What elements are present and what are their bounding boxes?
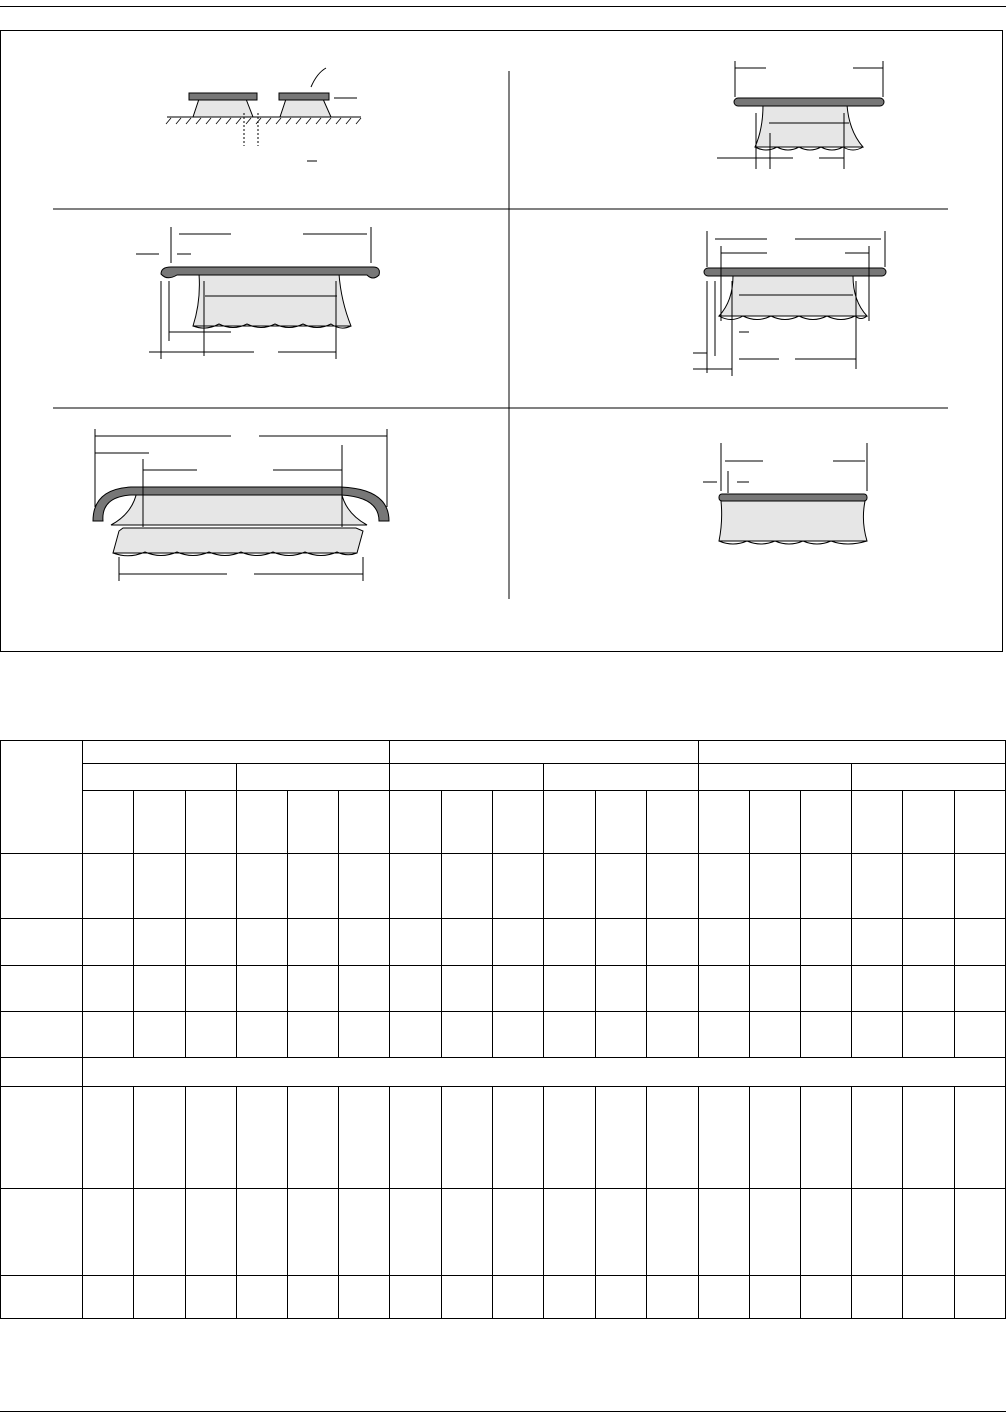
dimension-grid	[0, 740, 1006, 1319]
table-row-label	[1, 1189, 83, 1276]
table-cell	[852, 854, 903, 919]
dimension-table	[0, 740, 1006, 1323]
table-column-header	[390, 791, 441, 854]
table-cell	[749, 966, 800, 1012]
table-row	[1, 919, 1006, 966]
table-cell	[185, 1276, 236, 1319]
table-cell	[749, 1276, 800, 1319]
table-cell	[441, 854, 492, 919]
table-cell	[698, 919, 749, 966]
table-row	[1, 1276, 1006, 1319]
table-cell	[749, 1189, 800, 1276]
table-cell	[596, 1276, 647, 1319]
table-column-header	[441, 791, 492, 854]
table-cell	[596, 1087, 647, 1189]
table-cell	[544, 854, 596, 919]
table-cell	[288, 966, 339, 1012]
table-cell	[83, 1012, 134, 1058]
table-cell	[749, 854, 800, 919]
table-row-label	[1, 966, 83, 1012]
table-cell	[954, 854, 1005, 919]
table-cell	[288, 1276, 339, 1319]
table-cell	[185, 1087, 236, 1189]
table-cell	[185, 919, 236, 966]
table-subgroup-header	[698, 764, 852, 791]
table-cell	[647, 1276, 698, 1319]
table-row	[1, 1012, 1006, 1058]
table-column-header	[801, 791, 852, 854]
table-column-header	[596, 791, 647, 854]
table-cell	[185, 1012, 236, 1058]
table-row-label	[1, 1012, 83, 1058]
table-column-header	[749, 791, 800, 854]
table-cell	[83, 1189, 134, 1276]
table-column-header	[492, 791, 543, 854]
table-cell	[749, 1087, 800, 1189]
table-cell	[596, 966, 647, 1012]
table-cell	[288, 1189, 339, 1276]
table-cell	[236, 966, 287, 1012]
table-cell	[647, 966, 698, 1012]
table-row-label	[1, 919, 83, 966]
page-header-rule	[0, 6, 1006, 7]
table-cell	[698, 966, 749, 1012]
table-cell	[185, 966, 236, 1012]
table-cell	[441, 1087, 492, 1189]
table-cell	[647, 1012, 698, 1058]
table-cell	[441, 1189, 492, 1276]
table-cell	[544, 1276, 596, 1319]
table-cell	[954, 1276, 1005, 1319]
figure-frame	[0, 30, 1003, 652]
table-cell	[749, 919, 800, 966]
panel-bottom-right	[703, 443, 867, 544]
table-cell	[801, 919, 852, 966]
table-cell	[134, 854, 185, 919]
table-row	[1, 1189, 1006, 1276]
table-cell	[903, 919, 954, 966]
table-cell	[801, 966, 852, 1012]
table-cell	[852, 1189, 903, 1276]
table-cell	[698, 1087, 749, 1189]
table-cell	[339, 966, 390, 1012]
table-cell	[544, 919, 596, 966]
table-cell	[647, 854, 698, 919]
table-cell	[954, 1189, 1005, 1276]
table-column-header	[236, 791, 287, 854]
table-cell	[134, 919, 185, 966]
table-cell	[288, 1012, 339, 1058]
table-cell	[801, 1189, 852, 1276]
table-header-row-columns	[1, 791, 1006, 854]
table-cell	[441, 966, 492, 1012]
table-cell	[134, 1087, 185, 1189]
table-cell	[954, 1087, 1005, 1189]
table-cell	[134, 966, 185, 1012]
table-cell	[390, 854, 441, 919]
table-cell	[390, 1012, 441, 1058]
table-column-header	[852, 791, 903, 854]
table-cell	[339, 1087, 390, 1189]
table-cell	[492, 919, 543, 966]
table-cell	[852, 1276, 903, 1319]
table-cell	[236, 854, 287, 919]
table-cell	[83, 966, 134, 1012]
table-cell	[339, 919, 390, 966]
table-cell	[236, 919, 287, 966]
table-cell	[954, 919, 1005, 966]
table-cell	[390, 919, 441, 966]
table-cell	[134, 1012, 185, 1058]
table-row-label	[1, 854, 83, 919]
panel-top-right	[717, 61, 884, 169]
table-cell	[544, 1189, 596, 1276]
table-column-header	[288, 791, 339, 854]
table-cell	[288, 919, 339, 966]
table-subgroup-header	[236, 764, 390, 791]
table-cell	[492, 1276, 543, 1319]
table-corner-cell	[1, 741, 83, 854]
table-cell	[596, 1012, 647, 1058]
table-cell	[492, 966, 543, 1012]
panel-top-left	[166, 68, 361, 161]
table-cell	[134, 1189, 185, 1276]
table-cell	[544, 966, 596, 1012]
table-cell	[596, 854, 647, 919]
table-subgroup-header	[852, 764, 1006, 791]
table-cell	[647, 919, 698, 966]
table-cell	[698, 854, 749, 919]
table-header-row-groups	[1, 741, 1006, 764]
table-cell	[236, 1189, 287, 1276]
panel-mid-left	[136, 227, 379, 359]
table-cell	[698, 1012, 749, 1058]
table-cell	[852, 1087, 903, 1189]
table-cell	[185, 1189, 236, 1276]
table-subgroup-header	[390, 764, 544, 791]
table-row	[1, 966, 1006, 1012]
table-row	[1, 1087, 1006, 1189]
table-cell	[544, 1087, 596, 1189]
table-column-header	[339, 791, 390, 854]
table-row	[1, 854, 1006, 919]
table-group-header	[698, 741, 1005, 764]
table-cell	[441, 1276, 492, 1319]
table-cell	[698, 1189, 749, 1276]
table-cell	[852, 966, 903, 1012]
table-cell	[288, 854, 339, 919]
table-cell	[390, 1189, 441, 1276]
table-group-header	[390, 741, 698, 764]
table-cell	[647, 1087, 698, 1189]
table-cell	[544, 1012, 596, 1058]
table-cell	[236, 1012, 287, 1058]
table-cell	[852, 919, 903, 966]
table-cell	[83, 1276, 134, 1319]
table-cell	[596, 919, 647, 966]
table-cell	[83, 919, 134, 966]
table-cell	[390, 1087, 441, 1189]
table-cell	[647, 1189, 698, 1276]
table-cell	[441, 1012, 492, 1058]
table-column-header	[83, 791, 134, 854]
table-cell	[749, 1012, 800, 1058]
table-cell	[903, 1012, 954, 1058]
table-cell	[903, 854, 954, 919]
table-cell	[236, 1276, 287, 1319]
table-cell	[288, 1087, 339, 1189]
panel-mid-right	[693, 231, 886, 376]
table-cell	[236, 1087, 287, 1189]
table-cell	[954, 1012, 1005, 1058]
table-column-header	[544, 791, 596, 854]
table-cell	[492, 1189, 543, 1276]
table-cell	[801, 854, 852, 919]
table-row-label	[1, 1058, 83, 1087]
table-cell	[903, 1087, 954, 1189]
table-group-header	[83, 741, 390, 764]
table-column-header	[647, 791, 698, 854]
table-cell	[492, 1012, 543, 1058]
table-cell	[903, 1276, 954, 1319]
panel-bottom-left	[93, 429, 389, 581]
table-cell	[801, 1087, 852, 1189]
table-column-header	[903, 791, 954, 854]
table-spanning-row	[1, 1058, 1006, 1087]
table-cell	[83, 1087, 134, 1189]
table-column-header	[134, 791, 185, 854]
table-cell	[339, 854, 390, 919]
table-cell	[339, 1276, 390, 1319]
table-column-header	[185, 791, 236, 854]
table-cell	[185, 854, 236, 919]
table-cell	[339, 1189, 390, 1276]
table-cell	[698, 1276, 749, 1319]
table-cell	[339, 1012, 390, 1058]
table-cell	[390, 966, 441, 1012]
table-subgroup-header	[544, 764, 699, 791]
table-cell	[492, 1087, 543, 1189]
table-cell	[596, 1189, 647, 1276]
table-cell	[801, 1012, 852, 1058]
table-cell	[134, 1276, 185, 1319]
table-row-label	[1, 1276, 83, 1319]
table-subgroup-header	[83, 764, 237, 791]
table-cell	[954, 966, 1005, 1012]
table-cell	[492, 854, 543, 919]
table-cell	[801, 1276, 852, 1319]
figure-panels	[1, 31, 1004, 653]
table-cell	[390, 1276, 441, 1319]
page-footer-rule	[0, 1411, 1006, 1412]
table-cell	[852, 1012, 903, 1058]
table-cell	[83, 854, 134, 919]
table-column-header	[954, 791, 1005, 854]
table-column-header	[698, 791, 749, 854]
table-cell	[441, 919, 492, 966]
table-spanning-cell	[83, 1058, 1006, 1087]
table-header-row-subgroups	[1, 764, 1006, 791]
table-cell	[903, 1189, 954, 1276]
table-cell	[903, 966, 954, 1012]
table-row-label	[1, 1087, 83, 1189]
